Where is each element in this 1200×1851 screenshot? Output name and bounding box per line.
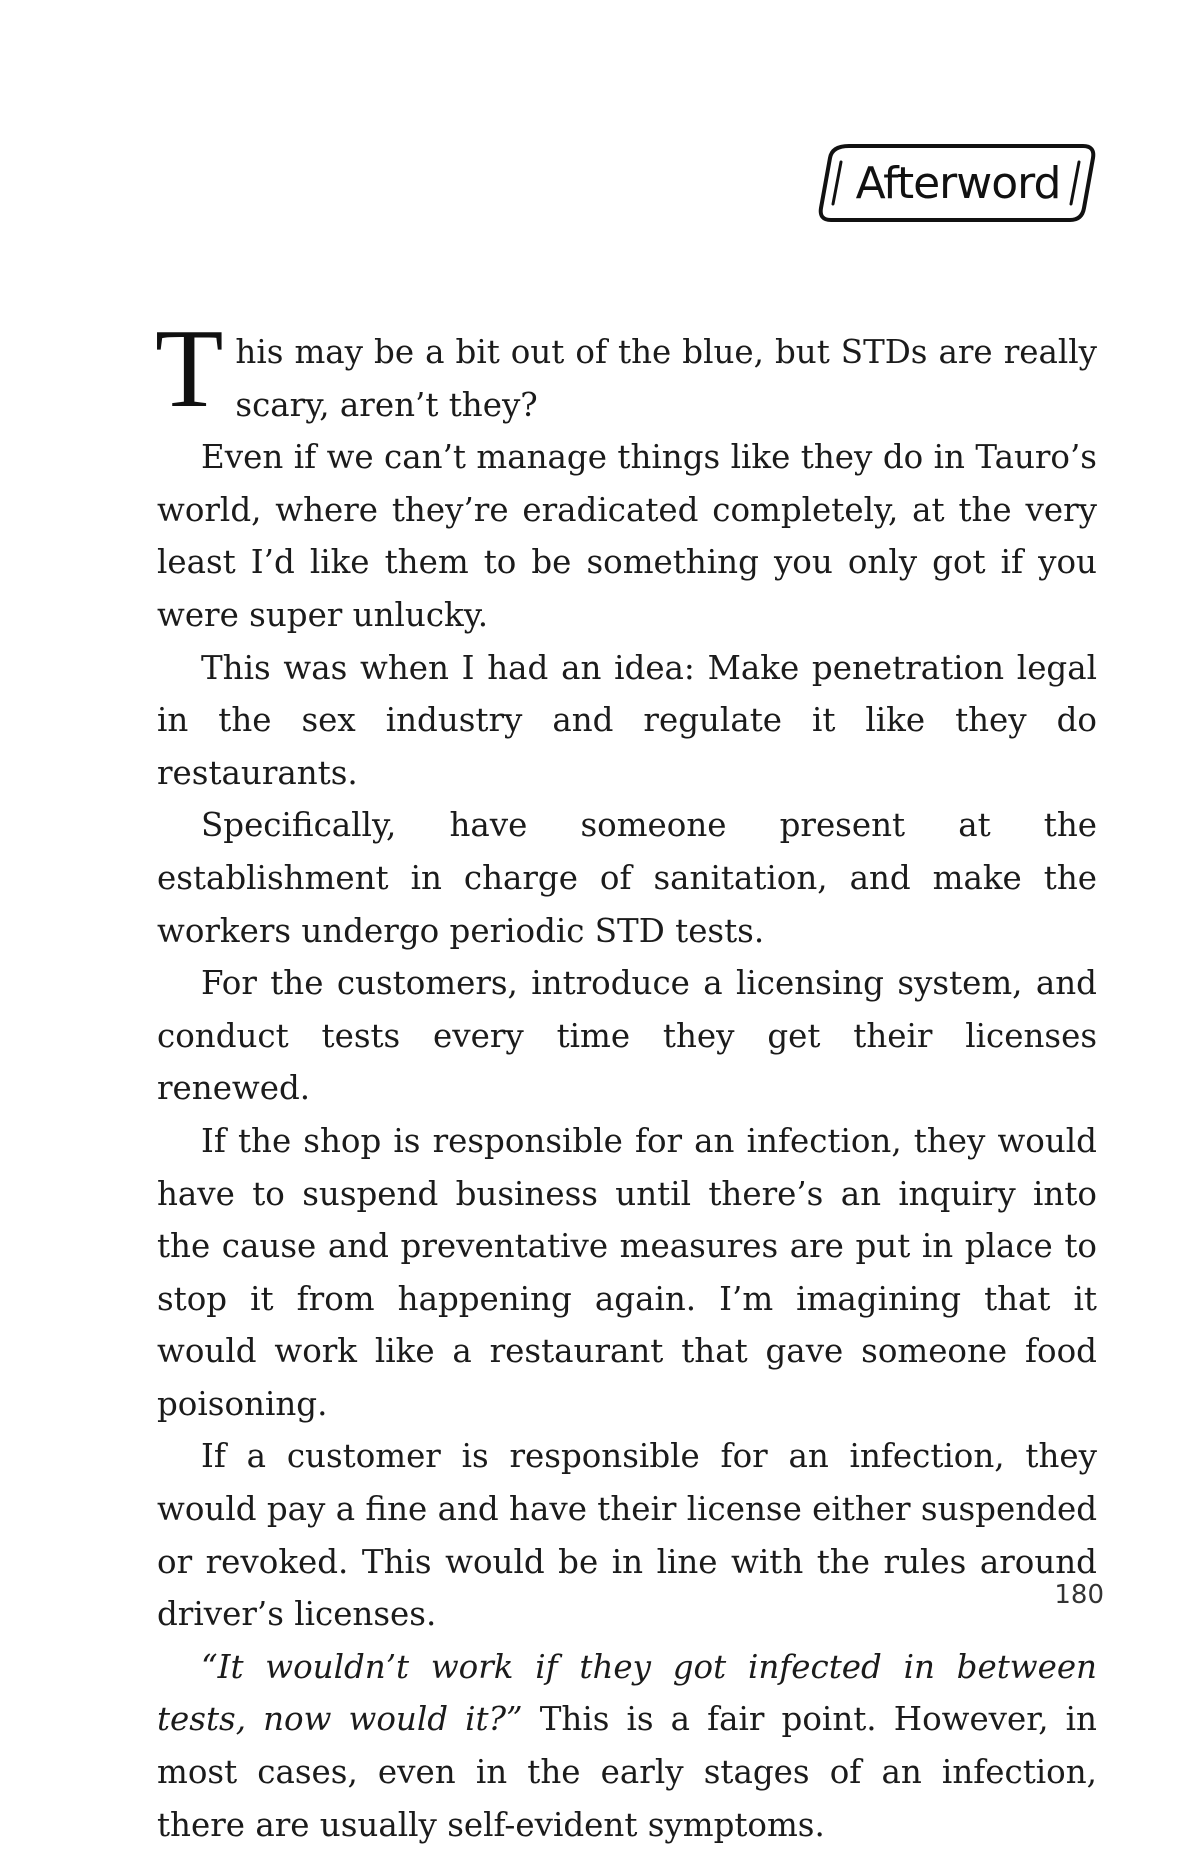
paragraph-3: This was when I had an idea: Make penetration legal in the sex industry and regulate it like they do restaurants.	[157, 648, 1097, 792]
body-text	[155, 307, 1097, 1851]
page-number: 180	[1054, 1580, 1104, 1610]
paragraph-8	[157, 1641, 1097, 1851]
paragraph-2: Even if we can’t manage things like they do in Tauro’s world, where they’re eradicated completely, at the very least I’d like them to be something you only got if you were super unlucky.	[157, 438, 1097, 634]
paragraph-1-text: his may be a bit out of the blue, but STDs are really scary, aren’t they?	[235, 333, 1097, 424]
paragraph-7: If a customer is responsible for an infection, they would pay a fine and have their license either suspended or revoked. This would be in line with the rules around driver’s licenses.	[157, 1437, 1097, 1634]
drop-cap: T	[155, 307, 224, 431]
paragraph-4: Specifically, have someone present at the establishment in charge of sanitation, and make the workers undergo periodic STD tests.	[157, 806, 1097, 950]
paragraph-6: If the shop is responsible for an infection, they would have to suspend business until there’s an inquiry into the cause and preventative measures are put in place to stop it from happening again. I’m imagining that it would work like a restaurant that gave someone food poisoning.	[157, 1121, 1097, 1423]
paragraph-8-text: This is a fair point. However, in most cases, even in the early stages of an infection, there are usually self-evident symptoms.	[157, 1700, 1097, 1844]
chapter-title: Afterword	[855, 157, 1061, 209]
chapter-heading-badge	[813, 140, 1099, 226]
paragraph-1	[155, 307, 1097, 431]
italic-quote: “It wouldn’t work if they got infected in between tests, now would it?”	[157, 1647, 1097, 1739]
paragraph-5: For the customers, introduce a licensing system, and conduct tests every time they get their licenses renewed.	[157, 964, 1097, 1108]
